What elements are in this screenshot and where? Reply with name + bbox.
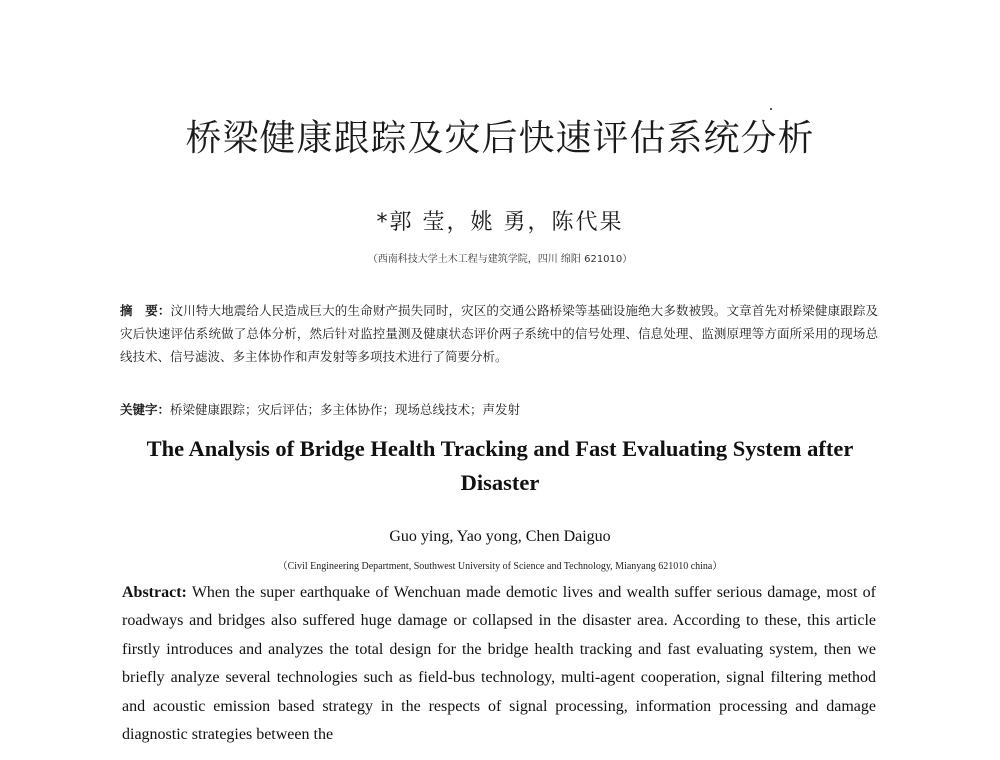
- chinese-authors: *郭 莹，姚 勇，陈代果: [376, 210, 624, 235]
- chinese-affiliation: （西南科技大学土木工程与建筑学院，四川 绵阳 621010）: [367, 254, 633, 265]
- chinese-abstract-label: 摘 要：: [120, 303, 171, 318]
- chinese-keywords-text: 桥梁健康跟踪；灾后评估；多主体协作；现场总线技术；声发射: [170, 402, 521, 417]
- english-affiliation: （Civil Engineering Department, Southwest University of Science and Technology, Mianyang 621010 china）: [277, 561, 723, 572]
- chinese-abstract-text: 汶川特大地震给人民造成巨大的生命财产损失同时，灾区的交通公路桥梁等基础设施绝大多数被毁。文章首先对桥梁健康跟踪及灾后快速评估系统做了总体分析，然后针对监控量测及健康状态评价两子系统中的信号处理、信息处理、监测原理等方面所采用的现场总线技术、信号滤波、多主体协作和声发射等多项技术进行了简要分析。: [120, 303, 878, 364]
- chinese-keywords: [120, 400, 878, 418]
- chinese-keywords-label: 关键字：: [120, 402, 171, 417]
- english-abstract-label: Abstract:: [122, 584, 187, 601]
- chinese-title: 桥梁健康跟踪及灾后快速评估系统分析: [185, 118, 815, 159]
- english-abstract: [122, 579, 876, 749]
- english-title: The Analysis of Bridge Health Tracking and Fast Evaluating System after Disaster: [146, 436, 854, 495]
- english-authors: Guo ying, Yao yong, Chen Daiguo: [389, 528, 611, 545]
- chinese-abstract: [120, 299, 878, 368]
- english-abstract-text: When the super earthquake of Wenchuan made demotic lives and wealth suffer serious damage, most of roadways and bridges also suffered huge damage or collapsed in the disaster area. According to these, this article firstly introduces and analyzes the total design for the bridge health tracking and fast evaluating system, then we briefly analyze several technologies such as field-bus technology, multi-agent cooperation, signal filtering method and acoustic emission based strategy in the respects of signal processing, information processing and damage diagnostic strategies between the: [122, 584, 876, 744]
